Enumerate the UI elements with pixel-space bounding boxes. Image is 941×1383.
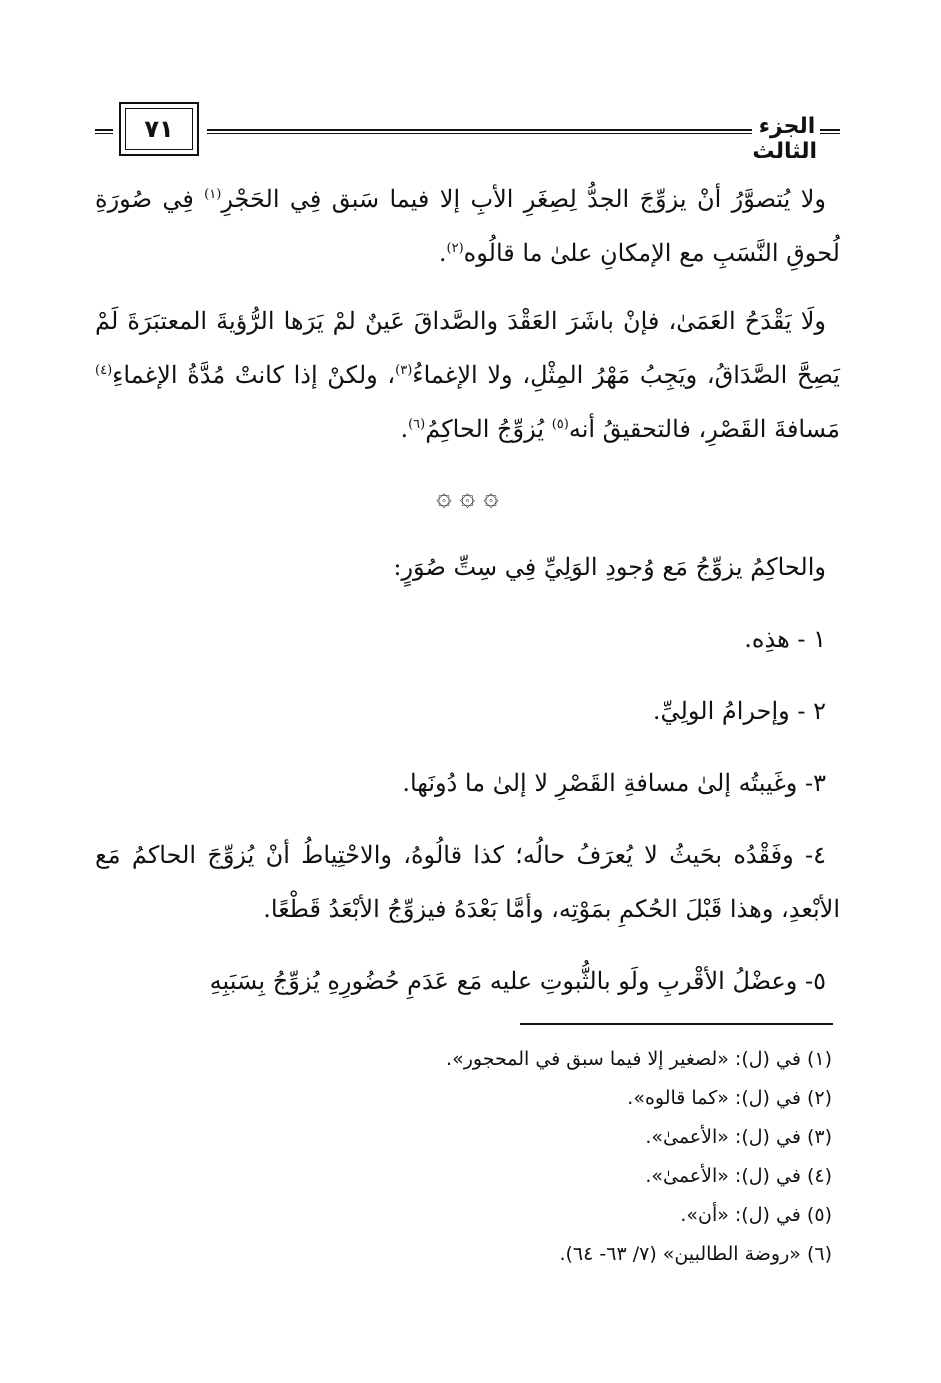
page-number: ٧١ xyxy=(125,108,193,150)
list-intro: والحاكِمُ يزوِّجُ مَع وُجودِ الوَلِيِّ فِي سِتِّ صُوَرٍ: xyxy=(393,553,826,581)
footnote-ref-5[interactable]: (٥) xyxy=(551,417,569,432)
footnote-separator xyxy=(520,1023,833,1025)
text-run: يُزوِّجُ الحاكِمُ xyxy=(425,415,552,443)
text-run: ، ولكنْ إذا كانتْ مُدَّةُ الإغماءِ xyxy=(112,361,396,389)
main-text xyxy=(95,172,840,1026)
footnote-ref-4[interactable]: (٤) xyxy=(95,363,113,378)
footnote-6: (٦) «روضة الطالبين» (٧/ ٦٣- ٦٤). xyxy=(559,1243,832,1265)
footnote-1: (١) في (ل): «لصغير إلا فيما سبق في المحجور». xyxy=(446,1048,832,1070)
footnote-4: (٤) في (ل): «الأعمىٰ». xyxy=(645,1165,832,1187)
paragraph-1 xyxy=(95,172,840,280)
text-run: مَسافةَ القَصْرِ، فالتحقيقُ أنه xyxy=(568,415,840,443)
footnote-3: (٣) في (ل): «الأعمىٰ». xyxy=(645,1126,832,1148)
list-item-1: ١ - هذِه. xyxy=(744,625,826,653)
running-title: الجزء الثالث xyxy=(752,114,817,164)
text-run: فِي صُورَةِ لُحوقِ النَّسَبِ مع الإمكانِ علىٰ ما قالُوه xyxy=(95,185,840,267)
page-header xyxy=(95,100,840,162)
footnote-ref-6[interactable]: (٦) xyxy=(408,417,426,432)
header-rule-middle xyxy=(207,129,752,134)
footnote-5: (٥) في (ل): «أن». xyxy=(680,1204,832,1226)
list-item-4: ٤- وفَقْدُه بحَيثُ لا يُعرَفُ حالُه؛ كذا قالُوهُ، والاحْتِياطُ أنْ يُزوِّجَ الحاكمُ مَع الأبْعدِ، وهذا قَبْلَ الحُكمِ بمَوْتِه، وأمَّا بَعْدَهُ فيزوِّجُ الأبْعَدُ قَطْعًا. xyxy=(95,841,840,923)
text-run: ولا يُتصوَّرُ أنْ يزوِّجَ الجدُّ لِصِغَرِ الأبِ إلا فيما سَبق فِي الحَجْرِ xyxy=(221,185,826,213)
header-rule-right xyxy=(820,129,840,134)
footnote-ref-1[interactable]: (١) xyxy=(204,187,222,202)
text-run: . xyxy=(400,415,409,443)
text-run: ولَا يَقْدَحُ العَمَىٰ، فإنْ باشَرَ العَقْدَ والصَّداقَ عَينٌ لمْ يَرَها الرُّؤيةَ المعتبَرَةَ لَمْ يَصِحَّ الصَّدَاقُ، ويَجِبُ مَهْرُ المِثْلِ، ولا الإغماءُ xyxy=(95,307,840,389)
paragraph-2 xyxy=(95,294,840,456)
list-item-5: ٥- وعضْلُ الأقْربِ ولَو بالثُّبوتِ عليه مَع عَدَمِ حُضُورِهِ يُزوِّجُ بِسَبَبِهِ xyxy=(209,967,826,995)
text-run: . xyxy=(438,239,447,267)
page-number-frame xyxy=(119,102,199,156)
footnote-2: (٢) في (ل): «كما قالوه». xyxy=(627,1087,832,1109)
footnote-ref-2[interactable]: (٢) xyxy=(446,241,464,256)
footnote-ref-3[interactable]: (٣) xyxy=(395,363,413,378)
footnotes xyxy=(95,1040,840,1274)
header-rule-left xyxy=(95,129,113,134)
list-item-2: ٢ - وإحرامُ الولِيِّ. xyxy=(652,697,826,725)
list-item-3: ٣- وغَيبتُه إلىٰ مسافةِ القَصْرِ لا إلىٰ ما دُونَها. xyxy=(402,769,826,797)
section-divider-ornaments: ۞ ۞ ۞ xyxy=(436,482,499,512)
